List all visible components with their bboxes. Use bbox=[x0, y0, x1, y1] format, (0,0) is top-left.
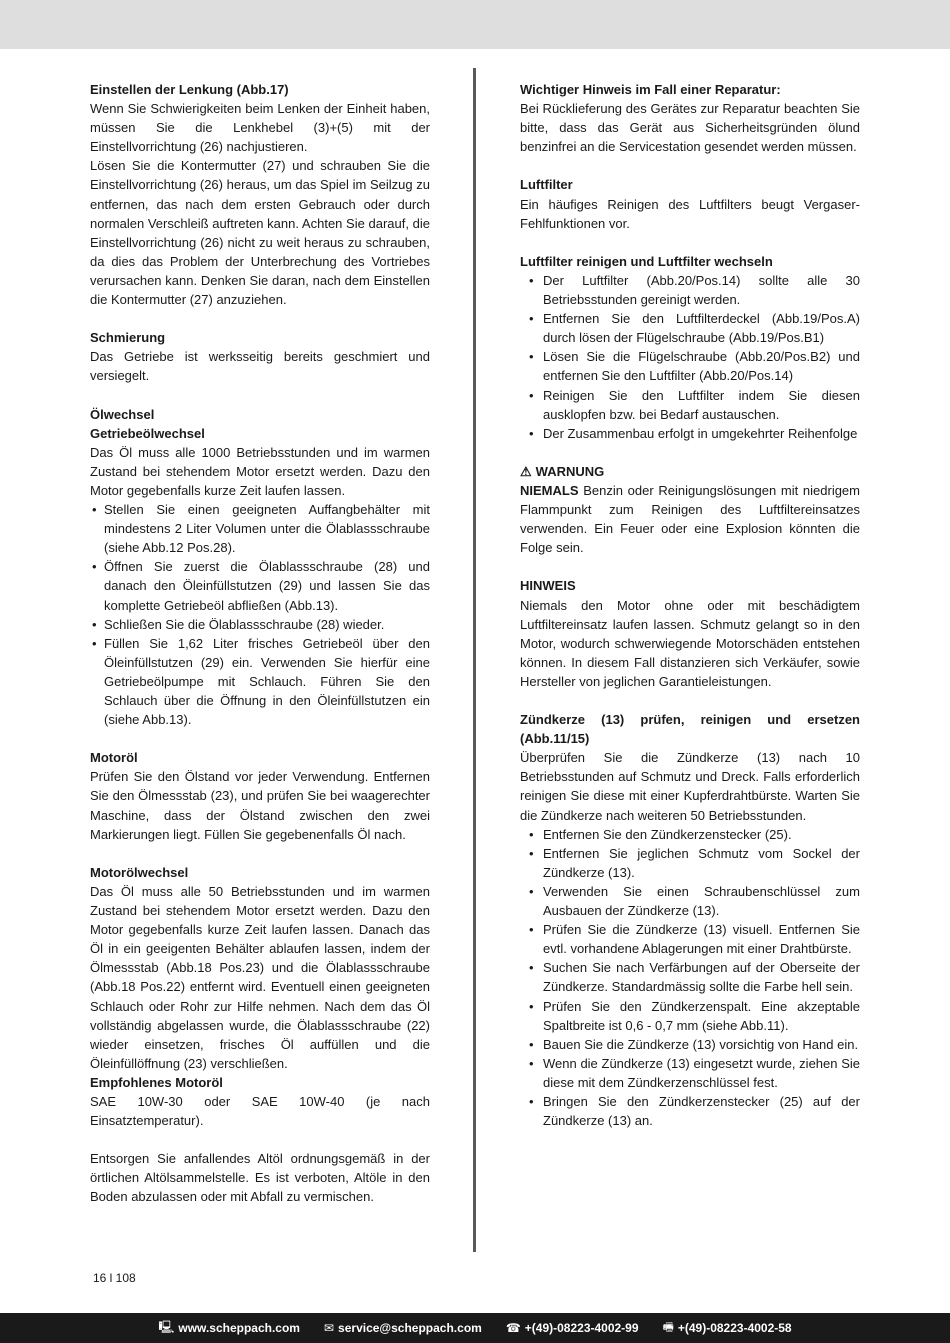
warning-text: Benzin oder Reinigungslösungen mit niedrigem Flammpunkt zum Reinigen des Luftfiltereinsatzes verwenden. Ein Feuer oder eine Explosion könnten die Folge sein. bbox=[520, 482, 860, 556]
heading-hinweis: HINWEIS bbox=[520, 578, 576, 594]
section-luftfilter-reinigen bbox=[520, 252, 860, 443]
list-item: • Suchen Sie nach Verfärbungen auf der Oberseite der Zündkerze. Standardmässig sollte die Farbe hell sein. bbox=[520, 958, 860, 996]
section-luftfilter bbox=[520, 175, 860, 232]
section-lenkung bbox=[90, 80, 430, 309]
heading-zuendkerze: Zündkerze (13) prüfen, reinigen und ersetzen (Abb.11/15) bbox=[520, 712, 860, 747]
list bbox=[520, 271, 860, 443]
list-item: • Bringen Sie den Zündkerzenstecker (25) auf der Zündkerze (13) an. bbox=[520, 1092, 860, 1130]
paragraph: Ein häufiges Reinigen des Luftfilters beugt Vergaser-Fehlfunktionen vor. bbox=[520, 196, 860, 231]
list-item: • Öffnen Sie zuerst die Ölablassschraube (28) und danach den Öleinfüllstutzen (29) und lassen Sie das komplette Getriebeöl abfließen (Abb.13). bbox=[90, 557, 430, 614]
list-item: • Prüfen Sie die Zündkerze (13) visuell. Entfernen Sie evtl. vorhandene Ablagerungen mit einer Drahtbürste. bbox=[520, 920, 860, 958]
paragraph: SAE 10W-30 oder SAE 10W-40 (je nach Einsatztemperatur). bbox=[90, 1093, 430, 1129]
footer-web[interactable] bbox=[158, 1318, 300, 1339]
list-item: • Entfernen Sie den Luftfilterdeckel (Abb.19/Pos.A) durch lösen der Flügelschraube (Abb.19/Pos.B1) bbox=[520, 309, 860, 347]
paragraph: Das Getriebe ist werksseitig bereits geschmiert und versiegelt. bbox=[90, 349, 430, 384]
paragraph: Lösen Sie die Kontermutter (27) und schrauben Sie die Einstellvorrichtung (26) heraus, um das Spiel im Seilzug zu entfernen, das nach dem ersten Gebrauch oder durch normalen Verschleiß auftreten kann. Achten Sie darauf, die Einstellvorrichtung (26) nicht zu weit heraus zu schrauben, da dies das Problem der Unterbrechung des Vortriebes verursachen kann. Denken Sie daran, nach dem Einstellen die Kontermutter (27) anzuziehen. bbox=[90, 158, 430, 308]
heading-oelwechsel: Ölwechsel bbox=[90, 406, 155, 422]
fax-icon: 🖷 bbox=[662, 1319, 674, 1334]
heading-luftfilter: Luftfilter bbox=[520, 177, 573, 193]
list-item: • Füllen Sie 1,62 Liter frisches Getriebeöl über den Öleinfüllstutzen (29) ein. Verwenden Sie hierfür eine Getriebeölpumpe mit Schlauch. Führen Sie den Schlauch über die Öffnung in den Öleinfüllstutzen ein (siehe Abb.13). bbox=[90, 634, 430, 729]
footer-fax bbox=[663, 1318, 792, 1339]
list-item: • Schließen Sie die Ölablassschraube (28) wieder. bbox=[90, 615, 430, 634]
heading-lenkung: Einstellen der Lenkung (Abb.17) bbox=[90, 82, 289, 97]
footer-email[interactable] bbox=[324, 1321, 482, 1335]
subheading-getriebeoelwechsel: Getriebeölwechsel bbox=[90, 425, 205, 441]
right-column bbox=[520, 80, 860, 1130]
list-item: • Der Zusammenbau erfolgt in umgekehrter Reihenfolge bbox=[520, 424, 860, 443]
section-warnung bbox=[520, 462, 860, 557]
paragraph: Wenn Sie Schwierigkeiten beim Lenken der Einheit haben, müssen Sie die Lenkhebel (3)+(5) mit der Einstellvorrichtung (26) nachjustieren. bbox=[90, 101, 430, 155]
footer-phone-text: +(49)-08223-4002-99 bbox=[524, 1321, 639, 1335]
paragraph: Prüfen Sie den Ölstand vor jeder Verwendung. Entfernen Sie den Ölmessstab (23), und prüfen Sie bei waagerechter Maschine, dass der Ölstand zwischen den zwei Markierungen liegt. Füllen Sie gegebenenfalls Öl nach. bbox=[90, 769, 430, 842]
paragraph: Das Öl muss alle 1000 Betriebsstunden und im warmen Zustand bei stehendem Motor ersetzt werden. Dazu den Motor gegebenfalls kurze Zeit laufen lassen. bbox=[90, 444, 430, 498]
column-divider bbox=[473, 68, 476, 1252]
computer-icon: 🖳 bbox=[158, 1319, 175, 1334]
section-hinweis bbox=[520, 576, 860, 691]
section-reparatur bbox=[520, 80, 860, 156]
paragraph bbox=[520, 481, 860, 557]
list-item: • Prüfen Sie den Zündkerzenspalt. Eine akzeptable Spaltbreite ist 0,6 - 0,7 mm (siehe Abb.11). bbox=[520, 997, 860, 1035]
list-item: • Reinigen Sie den Luftfilter indem Sie diesen ausklopfen bzw. bei Bedarf austauschen. bbox=[520, 386, 860, 424]
list-item: • Entfernen Sie den Zündkerzenstecker (25). bbox=[520, 825, 860, 844]
footer-web-text: www.scheppach.com bbox=[178, 1321, 300, 1335]
heading-motoroelwechsel: Motorölwechsel bbox=[90, 864, 189, 880]
section-zuendkerze bbox=[520, 710, 860, 1130]
paragraph: Entsorgen Sie anfallendes Altöl ordnungsgemäß in der örtlichen Altölsammelstelle. Es ist verboten, Altöle in den Boden abzulassen oder mit Abfall zu vermischen. bbox=[90, 1151, 430, 1205]
footer-fax-text: +(49)-08223-4002-58 bbox=[677, 1321, 792, 1335]
list-item: • Bauen Sie die Zündkerze (13) vorsichtig von Hand ein. bbox=[520, 1035, 860, 1054]
paragraph: Das Öl muss alle 50 Betriebsstunden und im warmen Zustand bei stehendem Motor ersetzt werden. Dazu den Motor gegebenfalls kurze Zeit laufen lassen. Danach das Öl in ein geeigenten Behälter ablaufen lassen, indem der Ölmessstab (Abb.18 Pos.23) und die Ölablassschraube (Abb.18 Pos.22) entfernt wird. Eventuell einen geeigneten Schlauch oder Rohr zur Hilfe nehmen. Nach dem das Öl vollständig abgelassen wurde, die Ölablassschraube (22) wieder einsetzen, frisches Öl auffüllen und die Öleinfüllöffnung (23) verschließen. bbox=[90, 883, 430, 1071]
paragraph: Bei Rücklieferung des Gerätes zur Reparatur beachten Sie bitte, dass das Gerät aus Sicherheitsgründen ölund benzinfrei an die Servicestation gesendet werden müssen. bbox=[520, 101, 860, 155]
page-number: 16 l 108 bbox=[93, 1271, 136, 1285]
phone-icon: ☎ bbox=[505, 1321, 521, 1335]
subheading-empfohlenes-motoroel: Empfohlenes Motoröl bbox=[90, 1074, 223, 1090]
warning-icon: ⚠ bbox=[520, 463, 532, 479]
heading-luftfilter-reinigen: Luftfilter reinigen und Luftfilter wechseln bbox=[520, 253, 773, 269]
list-item: • Lösen Sie die Flügelschraube (Abb.20/Pos.B2) und entfernen Sie den Luftfilter (Abb.20/Pos.14) bbox=[520, 347, 860, 385]
header-bar bbox=[0, 0, 950, 49]
footer-email-text: service@scheppach.com bbox=[338, 1321, 482, 1335]
list-item: • Wenn die Zündkerze (13) eingesetzt wurde, ziehen Sie diese mit dem Zündkerzenschlüssel fest. bbox=[520, 1054, 860, 1092]
list-item: • Entfernen Sie jeglichen Schmutz vom Sockel der Zündkerze (13). bbox=[520, 844, 860, 882]
section-oelwechsel bbox=[90, 405, 430, 730]
left-column bbox=[90, 80, 430, 1207]
footer-phone bbox=[506, 1321, 639, 1335]
warning-label: WARNUNG bbox=[535, 463, 605, 479]
section-schmierung bbox=[90, 328, 430, 385]
list-item: • Der Luftfilter (Abb.20/Pos.14) sollte alle 30 Betriebsstunden gereinigt werden. bbox=[520, 271, 860, 309]
paragraph: Niemals den Motor ohne oder mit beschädigtem Luftfiltereinsatz laufen lassen. Schmutz gelangt so in den Motor, wodurch schwerwiegende Motorschäden entstehen können. In diesem Fall distanzieren sich Verkäufer, sowie Hersteller von jeglichen Garantieleistungen. bbox=[520, 597, 860, 689]
warning-lead: NIEMALS bbox=[520, 482, 579, 498]
heading-warnung bbox=[520, 462, 860, 481]
list bbox=[90, 500, 430, 729]
list-item: • Verwenden Sie einen Schraubenschlüssel zum Ausbauen der Zündkerze (13). bbox=[520, 882, 860, 920]
section-entsorgung bbox=[90, 1149, 430, 1206]
list bbox=[520, 825, 860, 1131]
section-motoroel bbox=[90, 748, 430, 843]
heading-schmierung: Schmierung bbox=[90, 330, 166, 346]
heading-motoroel: Motoröl bbox=[90, 750, 138, 766]
list-item: • Stellen Sie einen geeigneten Auffangbehälter mit mindestens 2 Liter Volumen unter die Ölablassschraube (siehe Abb.12 Pos.28). bbox=[90, 500, 430, 557]
paragraph: Überprüfen Sie die Zündkerze (13) nach 10 Betriebsstunden auf Schmutz und Dreck. Falls erforderlich reinigen Sie diese mit einer Kupferdrahtbürste. Warten Sie die Zündkerze nach weiteren 50 Betriebsstunden. bbox=[520, 750, 860, 823]
footer-bar bbox=[0, 1313, 950, 1343]
heading-reparatur: Wichtiger Hinweis im Fall einer Reparatur: bbox=[520, 82, 781, 97]
mail-icon: ✉ bbox=[323, 1321, 335, 1335]
section-motoroelwechsel bbox=[90, 863, 430, 1130]
